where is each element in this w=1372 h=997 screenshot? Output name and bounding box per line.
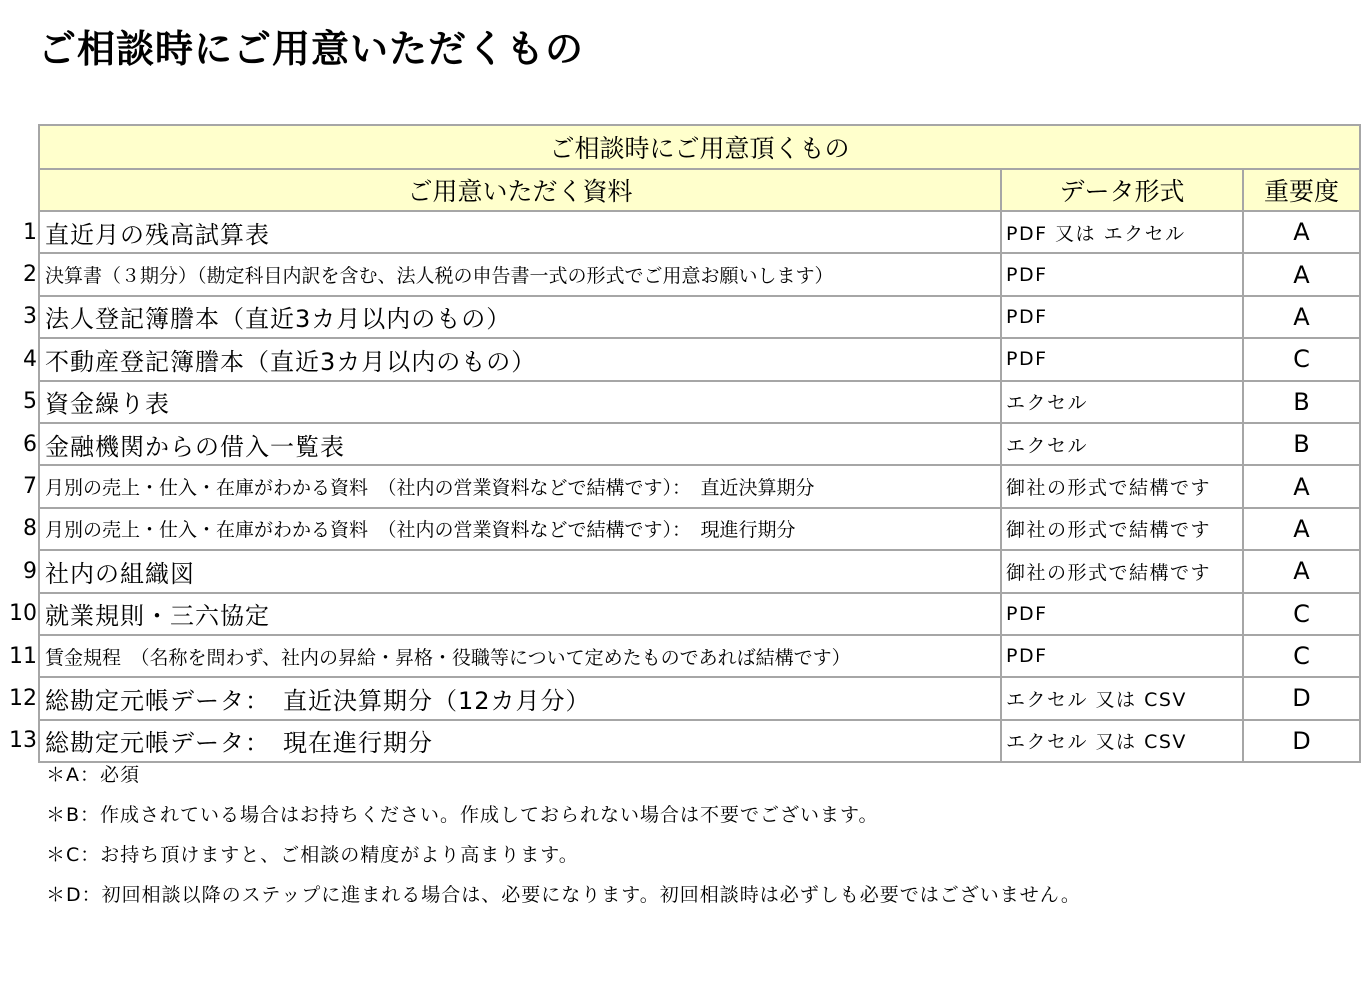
row-number: 6: [23, 431, 37, 457]
table-row: [0, 296, 1360, 338]
importance-level: D: [1243, 720, 1360, 762]
document-name: 総勘定元帳データ： 現在進行期分: [39, 720, 1001, 762]
table-row: [0, 508, 1360, 550]
data-format: PDF: [1001, 253, 1243, 295]
row-number: 8: [23, 516, 37, 542]
documents-table: [0, 124, 1361, 763]
notes-section: [46, 762, 1081, 922]
importance-level: D: [1243, 677, 1360, 719]
data-format: PDF 又は エクセル: [1001, 211, 1243, 253]
importance-level: B: [1243, 381, 1360, 423]
table-title: ご相談時にご用意頂くもの: [39, 125, 1360, 169]
table-row: [0, 465, 1360, 507]
table-row: [0, 211, 1360, 253]
row-number: 5: [23, 389, 37, 415]
row-number: 7: [23, 474, 37, 500]
table-header-row: [0, 169, 1360, 211]
table-row: [0, 677, 1360, 719]
row-number: 2: [23, 262, 37, 288]
document-name: 決算書（３期分）（勘定科目内訳を含む、法人税の申告書一式の形式でご用意お願いします）: [39, 253, 1001, 295]
table-row: [0, 720, 1360, 762]
importance-level: A: [1243, 508, 1360, 550]
importance-level: A: [1243, 465, 1360, 507]
page-title: ご相談時にご用意いただくもの: [38, 27, 585, 71]
importance-level: C: [1243, 593, 1360, 635]
data-format: PDF: [1001, 296, 1243, 338]
data-format: 御社の形式で結構です: [1001, 550, 1243, 592]
note-a: ＊A：必須: [46, 764, 140, 786]
importance-level: B: [1243, 423, 1360, 465]
table-row: [0, 381, 1360, 423]
data-format: エクセル: [1001, 381, 1243, 423]
table-row: [0, 550, 1360, 592]
header-format: データ形式: [1001, 169, 1243, 211]
importance-level: A: [1243, 296, 1360, 338]
document-name: 直近月の残高試算表: [39, 211, 1001, 253]
note-d: ＊D：初回相談以降のステップに進まれる場合は、必要になります。初回相談時は必ずしも必要ではございません。: [46, 884, 1081, 906]
row-number: 4: [23, 346, 37, 372]
row-number: 11: [9, 643, 37, 669]
data-format: エクセル 又は CSV: [1001, 720, 1243, 762]
row-number: 13: [9, 728, 37, 754]
document-name: 社内の組織図: [39, 550, 1001, 592]
data-format: PDF: [1001, 593, 1243, 635]
importance-level: A: [1243, 211, 1360, 253]
table-row: [0, 635, 1360, 677]
row-number: 3: [23, 304, 37, 330]
header-importance: 重要度: [1243, 169, 1360, 211]
table-row: [0, 253, 1360, 295]
importance-level: A: [1243, 550, 1360, 592]
data-format: エクセル: [1001, 423, 1243, 465]
data-format: 御社の形式で結構です: [1001, 465, 1243, 507]
document-name: 法人登記簿謄本（直近3カ月以内のもの）: [39, 296, 1001, 338]
table-row: [0, 338, 1360, 380]
document-name: 不動産登記簿謄本（直近3カ月以内のもの）: [39, 338, 1001, 380]
document-name: 資金繰り表: [39, 381, 1001, 423]
document-name: 月別の売上・仕入・在庫がわかる資料 （社内の営業資料などで結構です）： 現進行期分: [39, 508, 1001, 550]
row-number: 10: [9, 601, 37, 627]
document-name: 金融機関からの借入一覧表: [39, 423, 1001, 465]
data-format: 御社の形式で結構です: [1001, 508, 1243, 550]
importance-level: C: [1243, 338, 1360, 380]
document-name: 月別の売上・仕入・在庫がわかる資料 （社内の営業資料などで結構です）： 直近決算期分: [39, 465, 1001, 507]
note-c: ＊C：お持ち頂けますと、ご相談の精度がより高まります。: [46, 844, 579, 866]
data-format: エクセル 又は CSV: [1001, 677, 1243, 719]
row-number: 12: [9, 685, 37, 711]
importance-level: A: [1243, 253, 1360, 295]
table-row: [0, 423, 1360, 465]
data-format: PDF: [1001, 338, 1243, 380]
document-name: 賃金規程 （名称を問わず、社内の昇給・昇格・役職等について定めたものであれば結構です）: [39, 635, 1001, 677]
row-number: 1: [23, 219, 37, 245]
row-number: 9: [23, 558, 37, 584]
table-title-row: [0, 125, 1360, 169]
importance-level: C: [1243, 635, 1360, 677]
note-b: ＊B：作成されている場合はお持ちください。作成しておられない場合は不要でございます。: [46, 804, 879, 826]
data-format: PDF: [1001, 635, 1243, 677]
document-name: 総勘定元帳データ： 直近決算期分（12カ月分）: [39, 677, 1001, 719]
table-row: [0, 593, 1360, 635]
document-name: 就業規則・三六協定: [39, 593, 1001, 635]
header-document: ご用意いただく資料: [39, 169, 1001, 211]
